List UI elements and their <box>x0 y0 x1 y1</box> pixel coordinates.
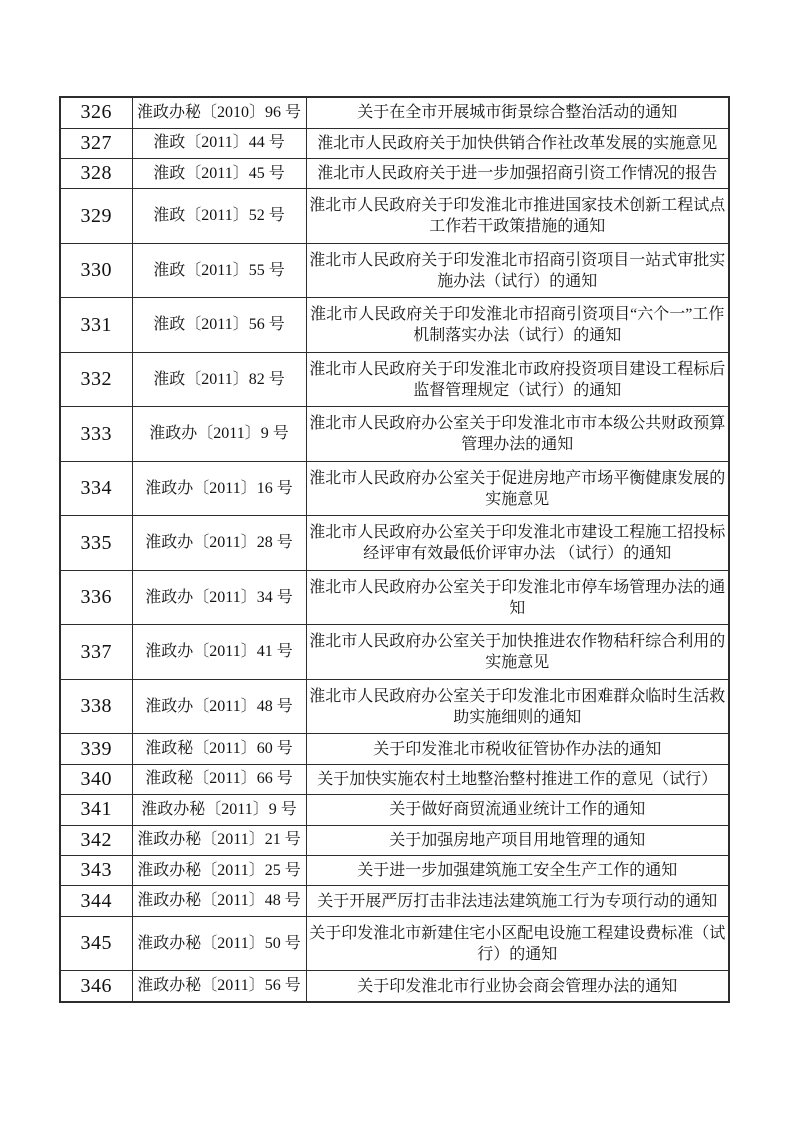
cell-title: 关于在全市开展城市街景综合整治活动的通知 <box>306 97 729 128</box>
table-row <box>60 916 729 971</box>
cell-index: 341 <box>60 795 132 825</box>
cell-index: 339 <box>60 734 132 764</box>
cell-doc-number: 淮政办〔2011〕9 号 <box>132 407 306 462</box>
table-row <box>60 298 729 353</box>
cell-title: 淮北市人民政府关于印发淮北市招商引资项目“六个一”工作机制落实办法（试行）的通知 <box>306 298 729 353</box>
cell-index: 331 <box>60 298 132 353</box>
table-row <box>60 971 729 1002</box>
cell-doc-number: 淮政办秘〔2011〕48 号 <box>132 886 306 916</box>
cell-title: 淮北市人民政府办公室关于印发淮北市停车场管理办法的通知 <box>306 570 729 625</box>
cell-title: 淮北市人民政府办公室关于印发淮北市市本级公共财政预算管理办法的通知 <box>306 407 729 462</box>
cell-index: 344 <box>60 886 132 916</box>
table-row <box>60 764 729 794</box>
table-row <box>60 158 729 188</box>
cell-index: 336 <box>60 570 132 625</box>
cell-title: 淮北市人民政府关于印发淮北市政府投资项目建设工程标后监督管理规定（试行）的通知 <box>306 352 729 407</box>
cell-index: 330 <box>60 243 132 298</box>
table-row <box>60 625 729 680</box>
cell-title: 关于印发淮北市税收征管协作办法的通知 <box>306 734 729 764</box>
table-row <box>60 679 729 734</box>
cell-index: 333 <box>60 407 132 462</box>
table-row <box>60 795 729 825</box>
cell-doc-number: 淮政〔2011〕45 号 <box>132 158 306 188</box>
table-row <box>60 516 729 571</box>
cell-title: 淮北市人民政府关于进一步加强招商引资工作情况的报告 <box>306 158 729 188</box>
cell-title: 关于印发淮北市新建住宅小区配电设施工程建设费标准（试行）的通知 <box>306 916 729 971</box>
cell-index: 335 <box>60 516 132 571</box>
cell-doc-number: 淮政〔2011〕82 号 <box>132 352 306 407</box>
cell-index: 342 <box>60 825 132 855</box>
cell-doc-number: 淮政秘〔2011〕66 号 <box>132 764 306 794</box>
cell-doc-number: 淮政〔2011〕44 号 <box>132 128 306 158</box>
cell-doc-number: 淮政办秘〔2011〕9 号 <box>132 795 306 825</box>
cell-index: 332 <box>60 352 132 407</box>
cell-title: 关于加强房地产项目用地管理的通知 <box>306 825 729 855</box>
cell-index: 329 <box>60 189 132 244</box>
cell-title: 淮北市人民政府办公室关于促进房地产市场平衡健康发展的实施意见 <box>306 461 729 516</box>
cell-index: 345 <box>60 916 132 971</box>
cell-title: 淮北市人民政府关于印发淮北市推进国家技术创新工程试点工作若干政策措施的通知 <box>306 189 729 244</box>
cell-doc-number: 淮政办秘〔2011〕50 号 <box>132 916 306 971</box>
table-row <box>60 825 729 855</box>
cell-doc-number: 淮政办〔2011〕34 号 <box>132 570 306 625</box>
cell-title: 关于加快实施农村土地整治整村推进工作的意见（试行） <box>306 764 729 794</box>
cell-index: 337 <box>60 625 132 680</box>
table-row <box>60 97 729 128</box>
table-row <box>60 243 729 298</box>
cell-doc-number: 淮政办秘〔2011〕21 号 <box>132 825 306 855</box>
table-row <box>60 886 729 916</box>
cell-doc-number: 淮政〔2011〕55 号 <box>132 243 306 298</box>
cell-doc-number: 淮政办〔2011〕16 号 <box>132 461 306 516</box>
cell-title: 淮北市人民政府办公室关于印发淮北市困难群众临时生活救助实施细则的通知 <box>306 679 729 734</box>
cell-title: 关于印发淮北市行业协会商会管理办法的通知 <box>306 971 729 1002</box>
table-row <box>60 352 729 407</box>
cell-index: 340 <box>60 764 132 794</box>
cell-index: 338 <box>60 679 132 734</box>
cell-title: 关于进一步加强建筑施工安全生产工作的通知 <box>306 855 729 885</box>
cell-doc-number: 淮政〔2011〕56 号 <box>132 298 306 353</box>
cell-doc-number: 淮政秘〔2011〕60 号 <box>132 734 306 764</box>
cell-doc-number: 淮政办秘〔2011〕56 号 <box>132 971 306 1002</box>
cell-title: 淮北市人民政府关于加快供销合作社改革发展的实施意见 <box>306 128 729 158</box>
table-body <box>60 97 729 1002</box>
cell-title: 关于做好商贸流通业统计工作的通知 <box>306 795 729 825</box>
cell-index: 334 <box>60 461 132 516</box>
cell-title: 关于开展严厉打击非法违法建筑施工行为专项行动的通知 <box>306 886 729 916</box>
table-row <box>60 855 729 885</box>
cell-doc-number: 淮政办秘〔2010〕96 号 <box>132 97 306 128</box>
cell-doc-number: 淮政〔2011〕52 号 <box>132 189 306 244</box>
cell-doc-number: 淮政办〔2011〕48 号 <box>132 679 306 734</box>
cell-index: 328 <box>60 158 132 188</box>
cell-title: 淮北市人民政府办公室关于印发淮北市建设工程施工招投标经评审有效最低价评审办法 （试行）的通知 <box>306 516 729 571</box>
cell-title: 淮北市人民政府关于印发淮北市招商引资项目一站式审批实施办法（试行）的通知 <box>306 243 729 298</box>
table-row <box>60 734 729 764</box>
cell-index: 326 <box>60 97 132 128</box>
cell-doc-number: 淮政办〔2011〕28 号 <box>132 516 306 571</box>
cell-doc-number: 淮政办〔2011〕41 号 <box>132 625 306 680</box>
cell-index: 343 <box>60 855 132 885</box>
table-row <box>60 189 729 244</box>
cell-index: 346 <box>60 971 132 1002</box>
table-row <box>60 461 729 516</box>
cell-title: 淮北市人民政府办公室关于加快推进农作物秸秆综合利用的实施意见 <box>306 625 729 680</box>
cell-index: 327 <box>60 128 132 158</box>
table-row <box>60 407 729 462</box>
table-row <box>60 128 729 158</box>
table-row <box>60 570 729 625</box>
document-index-table <box>59 96 730 1003</box>
cell-doc-number: 淮政办秘〔2011〕25 号 <box>132 855 306 885</box>
